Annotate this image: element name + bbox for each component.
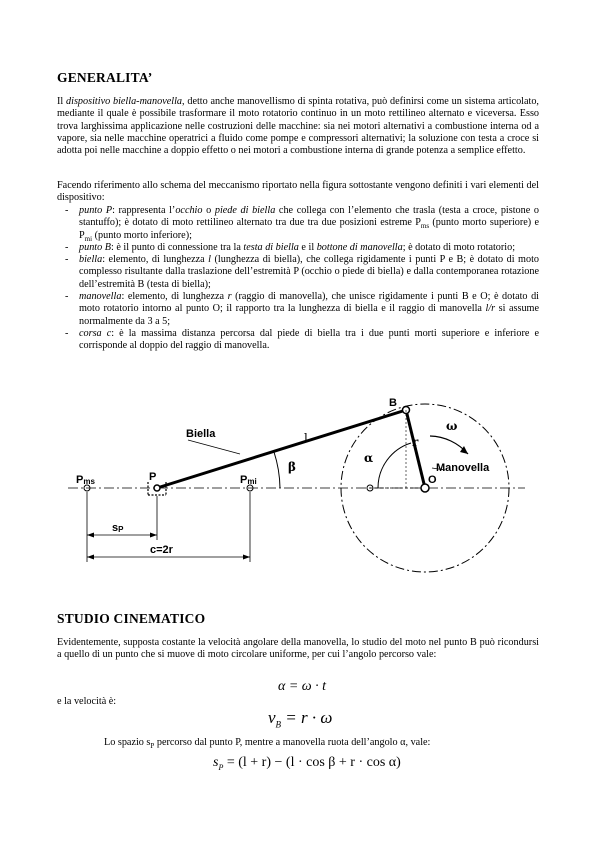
formula-displacement: $s_P = (l + r) - (l \cdot \cos \beta + r \cdot \cos \alpha)$ [213,755,401,772]
label-p: P [149,471,157,483]
list-item-manovella: - manovella: elemento, di lunghezza r (raggio di manovella), che unisce rigidamente i punti B e O; è dotato di moto rotatorio intorno al punto O; il rapporto tra la lunghezza di biella e il raggio di manovella l/r si assume normalmente da 3 a 5; [65,291,539,327]
connecting-rod [157,410,406,488]
intro-paragraph: Il dispositivo biella-manovella, detto anche manovellismo di spinta rotativa, può definirsi come un sistema articolato, mediante il quale è possibile trasformare il moto rotatorio continuo in un moto rettilineo alternato e viceversa. Esso trova larghissima applicazione nelle costruzioni delle macchine: sia nei motori alternativi a combustione interna od a vapore, sia nelle macchine operatrici a fluido come pompe e compressori alternativi; la soluzione con testa a croce si adotta poi nelle macchine a doppio effetto o nei motori a combustione interna di grande potenza a semplice effetto. [57,96,539,157]
formula-velocity: $v_B = r \cdot \omega$ [268,708,333,730]
list-item-biella: - biella: elemento, di lunghezza l (lunghezza di biella), che collega rigidamente i punti P e B; è dotato di moto complesso risultante dalla traslazione dell’estremità P (occhio o piede di biella) e dalla contemporanea rotazione dell’estremità B (testa di biella); [65,254,539,290]
label-o: O [428,474,437,486]
kinematic-paragraph: Evidentemente, supposta costante la velocità angolare della manovella, lo studio del moto nel punto B può ricondursi a quello di un punto che si muove di moto circolare uniforme, per cui l’angolo percorso vale: [57,637,539,661]
label-alpha: α [364,451,374,465]
lead-paragraph: Facendo riferimento allo schema del meccanismo riportato nella figura sottostante vengono definiti i vari elementi del dispositivo: [57,180,539,204]
list-item-punto-b: - punto B: è il punto di connessione tra la testa di biella e il bottone di manovella; è dotato di moto rotatorio; [65,241,516,253]
label-c: c=2r [150,544,173,556]
list-item-punto-p: - punto P: rappresenta l’occhio o piede di biella che collega con l’elemento che trasla (testa a croce, pistone o stantuffo); è dotato di moto rettilineo alternato tra due tra due posizioni estreme $P_{ms}$ (punto morto superiore) e $P_{mi}$ (punto morto inferiore); [65,205,539,243]
velocity-lead: e la velocità è: [57,696,117,707]
crank-mechanism-diagram [60,392,540,582]
section-title-generalita: GENERALITA’ [57,70,153,85]
beta-angle-arc [274,452,280,488]
point-p-joint [154,485,160,491]
displacement-lead: Lo spazio $s_P$ percorso dal punto P, mentre a manovella ruota dell’angolo α, vale: [104,737,431,751]
crank-arm [406,410,425,488]
label-r: r [412,435,419,449]
biella-leader [188,440,240,454]
label-biella: Biella [186,428,216,440]
label-pmi: Pmi [240,474,257,486]
label-manovella: Manovella [436,462,490,474]
label-omega: ω [446,419,458,433]
list-item-corsa: - corsa c: è la massima distanza percorsa dal piede di biella tra i due punti morti superiore e inferiore e corrisponde al doppio del raggio di manovella. [65,327,539,352]
label-pms: Pms [76,474,95,486]
label-b: B [389,397,397,409]
element-list [57,205,539,353]
label-l: l [304,431,308,445]
label-beta: β [288,460,296,474]
alpha-angle-arc [378,443,411,488]
formula-alpha: α = ω · t [278,679,327,694]
label-sp: sP [112,522,124,534]
section-title-studio: STUDIO CINEMATICO [57,611,206,626]
